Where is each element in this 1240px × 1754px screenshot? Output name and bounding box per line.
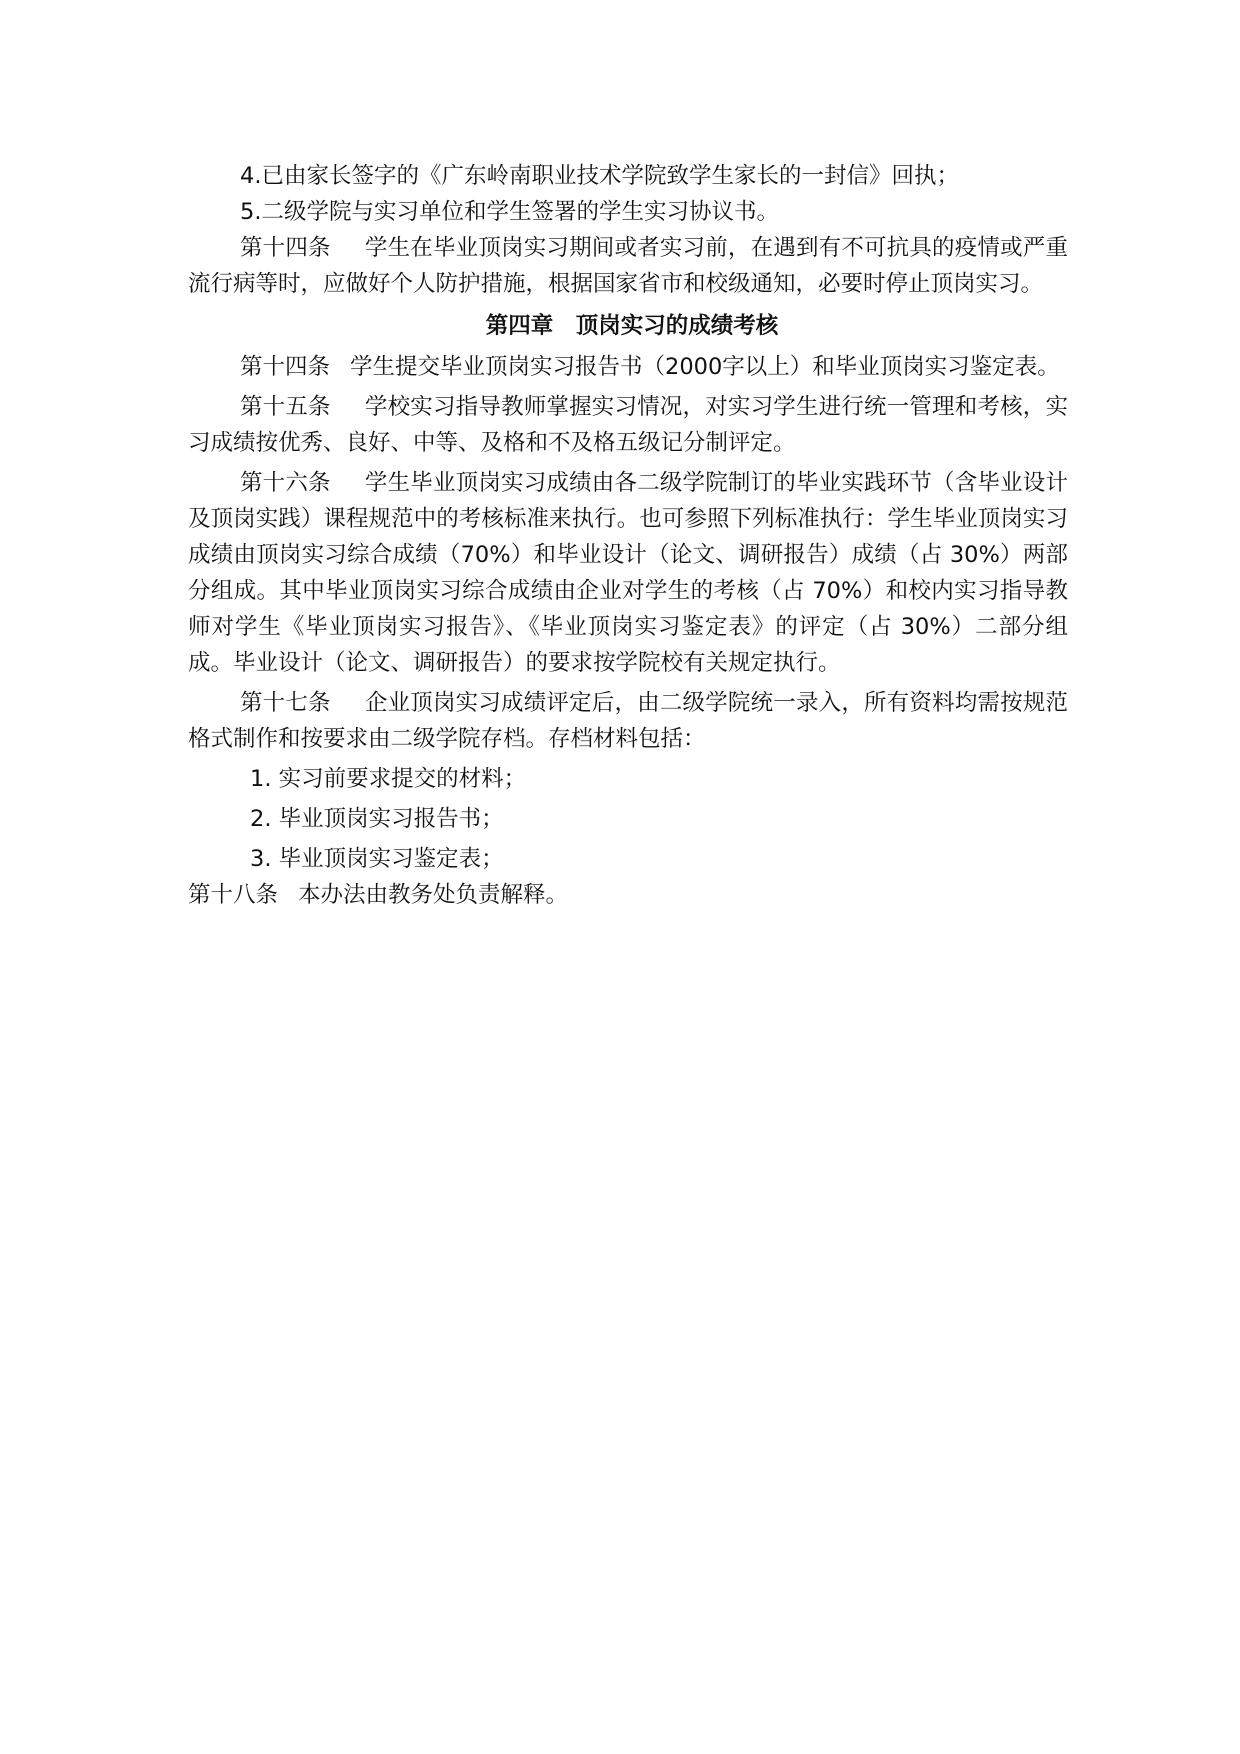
article-number: 第十五条	[240, 394, 331, 420]
article-text: 学校实习指导教师掌握实习情况，对实习学生进行统一管理和考核，实习成绩按优秀、良好、中等、及格和不及格五级记分制评定。	[188, 394, 1068, 456]
article-text: 学生在毕业顶岗实习期间或者实习前，在遇到有不可抗具的疫情或严重流行病等时，应做好个人防护措施，根据国家省市和校级通知，必要时停止顶岗实习。	[188, 235, 1068, 297]
article-number: 第十八条	[188, 882, 279, 908]
archive-list-item: 1. 实习前要求提交的材料；	[250, 766, 527, 792]
article-text: 本办法由教务处负责解释。	[298, 882, 569, 908]
article-14-epidemic	[188, 230, 1068, 302]
article-18	[188, 877, 1068, 913]
chapter-heading: 第四章 顶岗实习的成绩考核	[485, 313, 779, 339]
article-number: 第十四条	[240, 235, 331, 261]
intro-item-5: 5.二级学院与实习单位和学生签署的学生实习协议书。	[240, 199, 779, 225]
article-16	[188, 465, 1068, 681]
article-number: 第十六条	[240, 470, 331, 496]
article-15	[188, 389, 1068, 461]
archive-list-item: 3. 毕业顶岗实习鉴定表；	[250, 846, 504, 872]
article-number: 第十四条	[240, 354, 331, 380]
article-number: 第十七条	[240, 690, 331, 716]
archive-list-item: 2. 毕业顶岗实习报告书；	[250, 806, 504, 832]
article-text: 学生提交毕业顶岗实习报告书（2000字以上）和毕业顶岗实习鉴定表。	[350, 354, 1060, 380]
intro-item-4: 4.已由家长签字的《广东岭南职业技术学院致学生家长的一封信》回执；	[240, 163, 959, 189]
article-text: 企业顶岗实习成绩评定后，由二级学院统一录入，所有资料均需按规范格式制作和按要求由二级学院存档。存档材料包括：	[188, 690, 1068, 752]
article-17	[188, 685, 1068, 757]
article-14-report	[188, 349, 1068, 385]
article-text: 学生毕业顶岗实习成绩由各二级学院制订的毕业实践环节（含毕业设计及顶岗实践）课程规范中的考核标准来执行。也可参照下列标准执行：学生毕业顶岗实习成绩由顶岗实习综合成绩（70%）和毕业设计（论文、调研报告）成绩（占 30%）两部分组成。其中毕业顶岗实习综合成绩由企业对学生的考核（占 70%）和校内实习指导教师对学生《毕业顶岗实习报告》、《毕业顶岗实习鉴定表》的评定（占 30%）二部分组成。毕业设计（论文、调研报告）的要求按学院校有关规定执行。	[188, 470, 1068, 676]
document-body	[188, 158, 1068, 913]
